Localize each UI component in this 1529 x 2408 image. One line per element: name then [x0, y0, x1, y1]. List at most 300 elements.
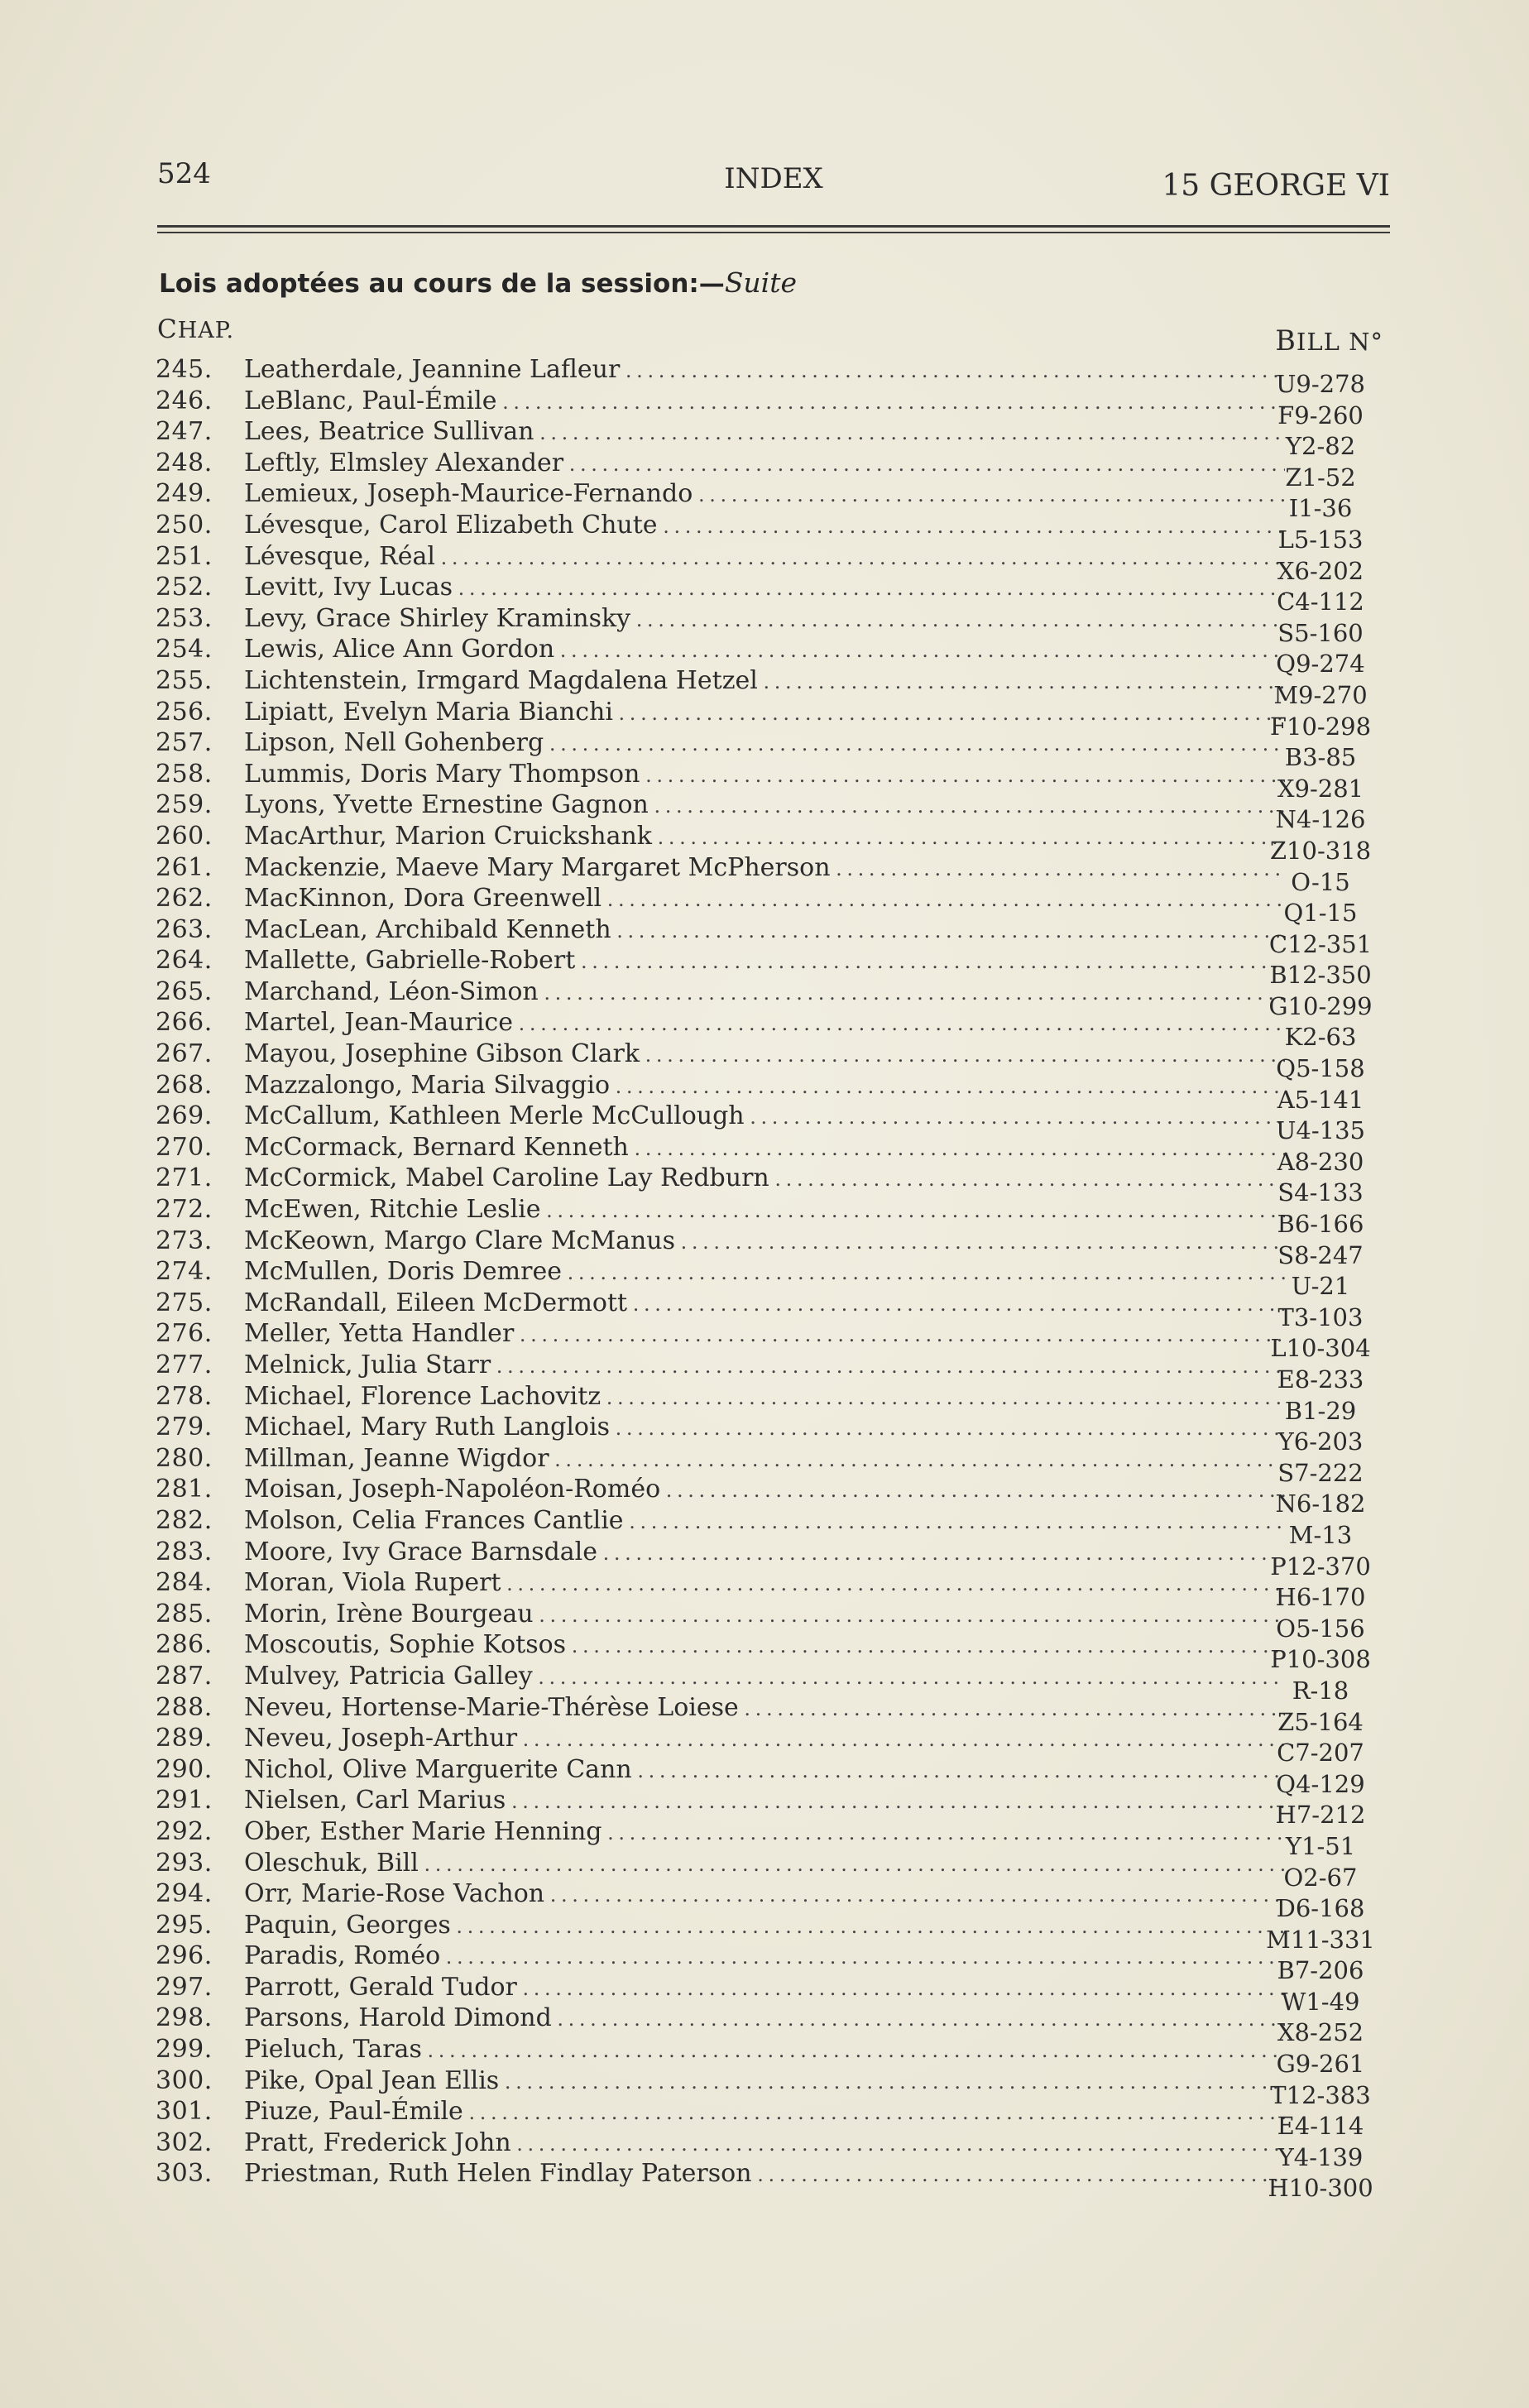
chapter-number: 276.: [156, 1319, 213, 1349]
entry-name-with-leaders: [244, 1723, 1285, 1755]
person-name: Michael, Mary Ruth Langlois: [244, 1413, 610, 1442]
person-name: Mayou, Josephine Gibson Clark: [244, 1039, 640, 1069]
entry-name-with-leaders: [244, 727, 1285, 760]
chapter-number: 300.: [156, 2065, 213, 2095]
person-name: Piuze, Paul-Émile: [244, 2097, 463, 2127]
entry-name-with-leaders: [244, 914, 1285, 947]
person-name: Moore, Ivy Grace Barnsdale: [244, 1537, 598, 1566]
bill-number: Z1-52: [1285, 463, 1356, 492]
person-name: McCormack, Bernard Kenneth: [244, 1132, 629, 1162]
bill-number: Q5-158: [1276, 1054, 1365, 1083]
bill-number: P12-370: [1270, 1552, 1371, 1581]
chapter-number: 277.: [156, 1350, 213, 1379]
chapter-number: 267.: [156, 1039, 213, 1069]
header-rule-thin: [157, 232, 1390, 233]
bill-number: I1-36: [1288, 494, 1353, 523]
person-name: Mackenzie, Maeve Mary Margaret McPherson: [244, 852, 831, 882]
index-entry-row: [156, 1754, 1388, 1798]
entry-name-with-leaders: [244, 1910, 1285, 1942]
entry-name-with-leaders: [244, 1039, 1285, 1071]
index-entry-row: [156, 416, 1388, 461]
entry-name-with-leaders: [244, 1350, 1285, 1382]
index-entry-row: [156, 945, 1388, 990]
bill-number: N4-126: [1275, 805, 1366, 834]
index-entry-row: [156, 1878, 1388, 1923]
person-name: Lichtenstein, Irmgard Magdalena Hetzel: [244, 665, 758, 695]
entry-name-with-leaders: [244, 1132, 1285, 1164]
entry-name-with-leaders: [244, 1661, 1285, 1693]
bill-number: X8-252: [1277, 2018, 1364, 2047]
index-entry-row: [156, 1132, 1388, 1176]
chapter-number: 279.: [156, 1413, 213, 1442]
bill-number: S7-222: [1277, 1458, 1364, 1487]
entry-name-with-leaders: [244, 448, 1285, 480]
chapter-number: 302.: [156, 2127, 213, 2157]
person-name: Pieluch, Taras: [244, 2035, 422, 2065]
chapter-number: 255.: [156, 665, 213, 695]
index-entry-row: [156, 759, 1388, 803]
person-name: Lévesque, Carol Elizabeth Chute: [244, 510, 658, 540]
entry-name-with-leaders: [244, 1878, 1285, 1911]
bill-number: Y6-203: [1277, 1427, 1364, 1456]
index-entry-row: [156, 1785, 1388, 1830]
index-entry-row: [156, 603, 1388, 647]
chapter-number: 282.: [156, 1505, 213, 1535]
bill-number: Q9-274: [1276, 650, 1365, 679]
index-entry-row: [156, 1381, 1388, 1425]
chapter-number: 284.: [156, 1568, 213, 1598]
person-name: Mallette, Gabrielle-Robert: [244, 946, 576, 976]
bill-number: B7-206: [1277, 1956, 1364, 1985]
bill-number: S8-247: [1277, 1240, 1364, 1269]
person-name: Moisan, Joseph-Napoléon-Roméo: [244, 1475, 661, 1504]
entry-name-with-leaders: [244, 1505, 1285, 1537]
entry-name-with-leaders: [244, 1599, 1285, 1631]
entry-name-with-leaders: [244, 789, 1285, 822]
index-entry-row: [156, 354, 1388, 398]
person-name: Lévesque, Réal: [244, 541, 435, 571]
chapter-number: 273.: [156, 1226, 213, 1255]
chapter-number: 275.: [156, 1288, 213, 1317]
chapter-number: 247.: [156, 417, 213, 447]
chapter-number: 257.: [156, 728, 213, 758]
entry-name-with-leaders: [244, 1007, 1285, 1039]
person-name: Lipiatt, Evelyn Maria Bianchi: [244, 697, 613, 727]
entry-name-with-leaders: [244, 1848, 1285, 1880]
bill-header-rest: ILL N°: [1296, 328, 1383, 356]
person-name: Paquin, Georges: [244, 1910, 451, 1940]
entry-name-with-leaders: [244, 510, 1285, 542]
chapter-number: 299.: [156, 2035, 213, 2065]
index-entry-row: [156, 1318, 1388, 1363]
entry-name-with-leaders: [244, 1256, 1285, 1288]
section-title-text: Lois adoptées au cours de la session:—: [159, 269, 725, 299]
entry-name-with-leaders: [244, 976, 1285, 1009]
entry-name-with-leaders: [244, 1412, 1285, 1444]
entry-name-with-leaders: [244, 883, 1285, 915]
bill-number: T3-103: [1277, 1302, 1364, 1331]
bill-number: O-15: [1291, 867, 1350, 896]
chapter-number: 246.: [156, 386, 213, 415]
bill-number: F9-260: [1277, 401, 1364, 429]
index-entry-row: [156, 914, 1388, 958]
person-name: MacArthur, Marion Cruickshank: [244, 821, 652, 851]
bill-number: B6-166: [1277, 1210, 1364, 1239]
chapter-number: 245.: [156, 355, 213, 384]
bill-number: U4-135: [1275, 1116, 1366, 1145]
bill-number: W1-49: [1281, 1987, 1360, 2016]
person-name: Leatherdale, Jeannine Lafleur: [244, 355, 621, 384]
index-entries-list: [156, 354, 1388, 2203]
person-name: Nichol, Olive Marguerite Cann: [244, 1754, 632, 1784]
person-name: Pratt, Frederick John: [244, 2127, 511, 2157]
person-name: Nielsen, Carl Marius: [244, 1786, 506, 1816]
index-entry-row: [156, 1101, 1388, 1145]
chapter-number: 259.: [156, 790, 213, 820]
index-entry-row: [156, 883, 1388, 928]
chapter-number: 272.: [156, 1195, 213, 1225]
entry-name-with-leaders: [244, 634, 1285, 666]
person-name: Morin, Irène Bourgeau: [244, 1599, 534, 1629]
bill-number: G10-299: [1268, 991, 1373, 1020]
chapter-number: 262.: [156, 884, 213, 914]
entry-name-with-leaders: [244, 354, 1285, 386]
person-name: Lees, Beatrice Sullivan: [244, 417, 534, 447]
page-number: 524: [157, 157, 211, 190]
person-name: LeBlanc, Paul-Émile: [244, 386, 497, 415]
index-entry-row: [156, 1972, 1388, 2016]
session-label: 15 GEORGE VI: [1162, 169, 1390, 203]
index-entry-row: [156, 665, 1388, 709]
chapter-number: 269.: [156, 1101, 213, 1131]
index-entry-row: [156, 852, 1388, 896]
entry-name-with-leaders: [244, 1785, 1285, 1817]
section-title: [159, 266, 797, 299]
person-name: McKeown, Margo Clare McManus: [244, 1226, 675, 1255]
chapter-number: 266.: [156, 1008, 213, 1038]
person-name: Priestman, Ruth Helen Findlay Paterson: [244, 2159, 752, 2189]
entry-name-with-leaders: [244, 2034, 1285, 2066]
entry-name-with-leaders: [244, 416, 1285, 449]
index-entry-row: [156, 1723, 1388, 1768]
person-name: Melnick, Julia Starr: [244, 1350, 491, 1379]
person-name: Moran, Viola Rupert: [244, 1568, 501, 1598]
entry-name-with-leaders: [244, 697, 1285, 729]
bill-number: K2-63: [1284, 1023, 1357, 1052]
index-entry-row: [156, 2127, 1388, 2171]
person-name: McEwen, Ritchie Leslie: [244, 1195, 541, 1225]
chapter-number: 286.: [156, 1630, 213, 1660]
entry-name-with-leaders: [244, 1754, 1285, 1787]
index-entry-row: [156, 2034, 1388, 2079]
bill-number: L10-304: [1270, 1334, 1371, 1363]
chapter-number: 254.: [156, 635, 213, 664]
chapter-number: 249.: [156, 479, 213, 509]
index-entry-row: [156, 510, 1388, 554]
bill-number: B12-350: [1269, 961, 1372, 990]
chapter-number: 297.: [156, 1972, 213, 2002]
entry-name-with-leaders: [244, 1226, 1285, 1258]
chapter-number: 263.: [156, 914, 213, 944]
index-entry-row: [156, 1070, 1388, 1114]
bill-number: M9-270: [1273, 680, 1368, 709]
entry-name-with-leaders: [244, 665, 1285, 698]
entry-name-with-leaders: [244, 603, 1285, 636]
entry-name-with-leaders: [244, 2065, 1285, 2098]
person-name: Lemieux, Joseph-Maurice-Fernando: [244, 479, 693, 509]
index-entry-row: [156, 1599, 1388, 1643]
entry-name-with-leaders: [244, 2158, 1285, 2190]
entry-name-with-leaders: [244, 1381, 1285, 1413]
bill-number: S5-160: [1277, 618, 1364, 647]
person-name: Mulvey, Patricia Galley: [244, 1661, 533, 1691]
chapter-number: 265.: [156, 976, 213, 1006]
index-entry-row: [156, 2158, 1388, 2203]
person-name: Parrott, Gerald Tudor: [244, 1972, 517, 2002]
index-entry-row: [156, 1226, 1388, 1269]
bill-number: L5-153: [1277, 525, 1364, 554]
bill-number: C12-351: [1268, 929, 1373, 958]
person-name: Marchand, Léon-Simon: [244, 976, 539, 1006]
person-name: Parsons, Harold Dimond: [244, 2003, 552, 2033]
person-name: Millman, Jeanne Wigdor: [244, 1443, 549, 1473]
bill-number: P10-308: [1270, 1645, 1371, 1674]
person-name: Lyons, Yvette Ernestine Gagnon: [244, 790, 649, 820]
bill-number: X9-281: [1277, 774, 1364, 803]
bill-number: Z10-318: [1269, 836, 1372, 865]
index-entry-row: [156, 1692, 1388, 1736]
index-entry-row: [156, 1505, 1388, 1549]
index-entry-row: [156, 2003, 1388, 2047]
person-name: Ober, Esther Marie Henning: [244, 1816, 602, 1846]
index-entry-row: [156, 1940, 1388, 1985]
entry-name-with-leaders: [244, 1537, 1285, 1569]
index-entry-row: [156, 821, 1388, 865]
index-entry-row: [156, 572, 1388, 616]
chapter-number: 288.: [156, 1692, 213, 1722]
bill-number: S4-133: [1277, 1178, 1364, 1207]
entry-name-with-leaders: [244, 1972, 1285, 2004]
person-name: Paradis, Roméo: [244, 1941, 441, 1971]
bill-number: A8-230: [1277, 1147, 1364, 1176]
chapter-number: 261.: [156, 852, 213, 882]
bill-number: B3-85: [1284, 743, 1357, 772]
index-entry-row: [156, 478, 1388, 523]
chapter-number: 251.: [156, 541, 213, 571]
person-name: MacKinnon, Dora Greenwell: [244, 884, 602, 914]
person-name: McCormick, Mabel Caroline Lay Redburn: [244, 1163, 769, 1193]
entry-name-with-leaders: [244, 1443, 1285, 1475]
bill-number: Q4-129: [1276, 1769, 1365, 1798]
chapter-number: 298.: [156, 2003, 213, 2033]
index-entry-row: [156, 1910, 1388, 1954]
person-name: Neveu, Hortense-Marie-Thérèse Loiese: [244, 1692, 739, 1722]
bill-number: H7-212: [1275, 1801, 1366, 1830]
index-entry-row: [156, 1163, 1388, 1207]
index-entry-row: [156, 1474, 1388, 1518]
bill-number: H10-300: [1268, 2174, 1373, 2203]
entry-name-with-leaders: [244, 1101, 1285, 1133]
entry-name-with-leaders: [244, 1940, 1285, 1973]
bill-number: Y1-51: [1285, 1831, 1356, 1860]
entry-name-with-leaders: [244, 1163, 1285, 1195]
person-name: McMullen, Doris Demree: [244, 1257, 562, 1287]
bill-number: B1-29: [1284, 1396, 1357, 1425]
index-entry-row: [156, 789, 1388, 834]
index-entry-row: [156, 2065, 1388, 2109]
entry-name-with-leaders: [244, 2003, 1285, 2035]
chapter-number: 278.: [156, 1381, 213, 1411]
index-entry-row: [156, 1567, 1388, 1612]
person-name: Mazzalongo, Maria Silvaggio: [244, 1070, 611, 1100]
index-entry-row: [156, 1350, 1388, 1393]
person-name: Orr, Marie-Rose Vachon: [244, 1879, 545, 1909]
bill-number: H6-170: [1275, 1583, 1366, 1612]
index-entry-row: [156, 1816, 1388, 1860]
chapter-number: 289.: [156, 1724, 213, 1753]
chapter-number: 296.: [156, 1941, 213, 1971]
index-entry-row: [156, 1537, 1388, 1581]
bill-number: F10-298: [1269, 712, 1372, 741]
chapter-number: 281.: [156, 1475, 213, 1504]
index-entry-row: [156, 697, 1388, 741]
chapter-number: 303.: [156, 2159, 213, 2189]
chapter-number: 285.: [156, 1599, 213, 1629]
bill-number: G9-261: [1276, 2050, 1365, 2079]
index-entry-row: [156, 634, 1388, 679]
bill-number: A5-141: [1277, 1085, 1364, 1114]
entry-name-with-leaders: [244, 1318, 1285, 1350]
index-entry-row: [156, 1848, 1388, 1892]
entry-name-with-leaders: [244, 1194, 1285, 1226]
person-name: Lipson, Nell Gohenberg: [244, 728, 544, 758]
page-header: [157, 157, 1390, 207]
bill-number: Z5-164: [1277, 1707, 1364, 1736]
chapter-number: 293.: [156, 1848, 213, 1878]
entry-name-with-leaders: [244, 1816, 1285, 1849]
entry-name-with-leaders: [244, 945, 1285, 977]
person-name: Molson, Celia Frances Cantlie: [244, 1505, 624, 1535]
person-name: Michael, Florence Lachovitz: [244, 1381, 602, 1411]
index-entry-row: [156, 1007, 1388, 1052]
index-entry-row: [156, 386, 1388, 429]
bill-number: E4-114: [1277, 2112, 1364, 2141]
person-name: Neveu, Joseph-Arthur: [244, 1724, 518, 1753]
person-name: Lewis, Alice Ann Gordon: [244, 635, 555, 664]
person-name: Levy, Grace Shirley Kraminsky: [244, 603, 631, 633]
bill-number: Y2-82: [1285, 432, 1356, 461]
section-title-suffix: Suite: [724, 266, 798, 299]
entry-name-with-leaders: [244, 572, 1285, 604]
bill-number: T12-383: [1270, 2080, 1371, 2109]
index-entry-row: [156, 1039, 1388, 1083]
chapter-number: 252.: [156, 573, 213, 602]
chapter-column-header: [157, 314, 234, 344]
chapter-number: 256.: [156, 697, 213, 727]
chapter-header-initial: C: [157, 314, 178, 344]
chapter-number: 283.: [156, 1537, 213, 1566]
index-entry-row: [156, 1288, 1388, 1331]
entry-name-with-leaders: [244, 478, 1285, 511]
entry-name-with-leaders: [244, 1288, 1285, 1320]
bill-number: U9-278: [1275, 370, 1366, 398]
entry-name-with-leaders: [244, 386, 1285, 418]
bill-number: C4-112: [1277, 588, 1364, 616]
index-entry-row: [156, 541, 1388, 585]
bill-number: U-21: [1291, 1272, 1350, 1301]
person-name: Lummis, Doris Mary Thompson: [244, 759, 640, 789]
chapter-number: 270.: [156, 1132, 213, 1162]
bill-number: D6-168: [1276, 1894, 1365, 1923]
chapter-number: 301.: [156, 2097, 213, 2127]
chapter-number: 250.: [156, 510, 213, 540]
bill-number: Y4-139: [1277, 2142, 1364, 2171]
person-name: Levitt, Ivy Lucas: [244, 573, 453, 602]
entry-name-with-leaders: [244, 1567, 1285, 1600]
person-name: Oleschuk, Bill: [244, 1848, 419, 1878]
person-name: McRandall, Eileen McDermott: [244, 1288, 628, 1317]
chapter-number: 248.: [156, 448, 213, 477]
chapter-number: 290.: [156, 1754, 213, 1784]
person-name: Meller, Yetta Handler: [244, 1319, 515, 1349]
chapter-number: 291.: [156, 1786, 213, 1816]
bill-column-header: [1275, 324, 1383, 357]
header-rule-thick: [157, 225, 1390, 228]
person-name: McCallum, Kathleen Merle McCullough: [244, 1101, 745, 1131]
bill-header-initial: B: [1275, 324, 1297, 357]
entry-name-with-leaders: [244, 2127, 1285, 2160]
entry-name-with-leaders: [244, 1474, 1285, 1506]
bill-number: O2-67: [1283, 1863, 1358, 1892]
chapter-number: 274.: [156, 1257, 213, 1287]
index-entry-row: [156, 448, 1388, 492]
chapter-number: 268.: [156, 1070, 213, 1100]
index-entry-row: [156, 1412, 1388, 1456]
entry-name-with-leaders: [244, 1692, 1285, 1724]
person-name: Leftly, Elmsley Alexander: [244, 448, 564, 477]
bill-number: Q1-15: [1283, 899, 1358, 928]
chapter-number: 260.: [156, 821, 213, 851]
person-name: MacLean, Archibald Kenneth: [244, 914, 611, 944]
entry-name-with-leaders: [244, 821, 1285, 853]
index-entry-row: [156, 976, 1388, 1020]
chapter-number: 287.: [156, 1661, 213, 1691]
chapter-number: 271.: [156, 1163, 213, 1193]
bill-number: O5-156: [1276, 1614, 1365, 1643]
entry-name-with-leaders: [244, 1629, 1285, 1662]
entry-name-with-leaders: [244, 759, 1285, 791]
chapter-number: 264.: [156, 946, 213, 976]
index-entry-row: [156, 727, 1388, 772]
entry-name-with-leaders: [244, 541, 1285, 573]
index-entry-row: [156, 1661, 1388, 1705]
index-entry-row: [156, 1629, 1388, 1674]
person-name: Pike, Opal Jean Ellis: [244, 2065, 500, 2095]
entry-name-with-leaders: [244, 1070, 1285, 1102]
chapter-number: 294.: [156, 1879, 213, 1909]
chapter-header-rest: HAP.: [177, 318, 235, 343]
chapter-number: 280.: [156, 1443, 213, 1473]
bill-number: X6-202: [1277, 556, 1364, 585]
chapter-number: 258.: [156, 759, 213, 789]
page-title: INDEX: [724, 162, 823, 195]
chapter-number: 292.: [156, 1816, 213, 1846]
bill-number: R-18: [1292, 1676, 1349, 1705]
bill-number: M-13: [1288, 1520, 1353, 1549]
entry-name-with-leaders: [244, 2096, 1285, 2128]
chapter-number: 295.: [156, 1910, 213, 1940]
index-entry-row: [156, 1194, 1388, 1239]
